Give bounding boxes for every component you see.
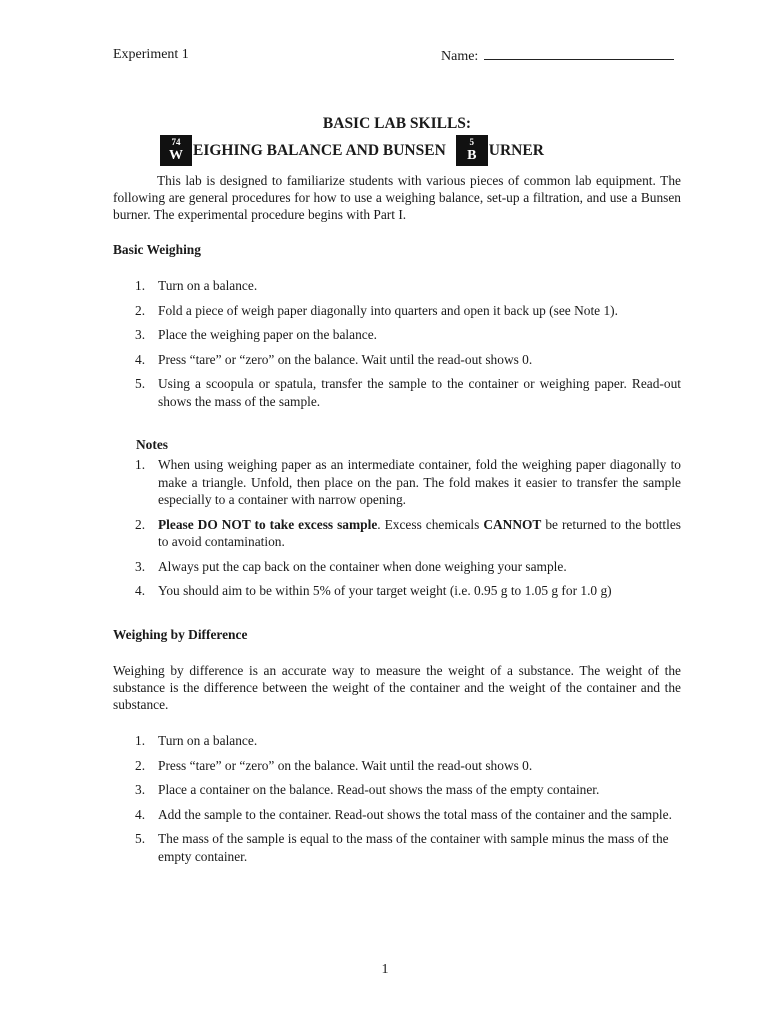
page-number: 1: [381, 962, 389, 977]
name-field: [441, 47, 674, 65]
list-item: 4. Press “tare” or “zero” on the balance. Wait until the read-out shows 0.: [135, 351, 533, 367]
experiment-label: Experiment 1: [113, 47, 189, 62]
title-line-2: [160, 135, 544, 166]
list-item: 1. When using weighing paper as an intermediate container, fold the weighing paper diagonally to make a triangle. Unfold, then place on the pan. The fold makes it easier to transfer the sample especially to a container with narrow opening.: [135, 457, 681, 507]
basic-weighing-heading: Basic Weighing: [113, 242, 201, 257]
name-label: Name:: [441, 49, 479, 64]
list-item: 4. You should aim to be within 5% of your target weight (i.e. 0.95 g to 1.05 g for 1.0 g): [135, 583, 612, 598]
tile-atomic-number: 5: [469, 137, 475, 147]
basic-weighing-steps: [113, 277, 681, 410]
weighing-by-difference-heading: Weighing by Difference: [113, 627, 248, 642]
list-item: 1. Turn on a balance.: [135, 278, 258, 293]
periodic-tile-w: [160, 135, 192, 166]
list-item: 2. Press “tare” or “zero” on the balance. Wait until the read-out shows 0.: [135, 757, 533, 773]
list-item: 1. Turn on a balance.: [135, 733, 258, 748]
tile-symbol: B: [467, 148, 477, 163]
difference-intro-paragraph: Weighing by difference is an accurate way to measure the weight of a substance. The weight of the substance is the difference between the weight of the container and the weight of the container and the substance.: [113, 663, 681, 712]
list-item: 3. Always put the cap back on the container when done weighing your sample.: [135, 558, 567, 574]
notes-heading: Notes: [136, 437, 168, 452]
list-item: 4. Add the sample to the container. Read-out shows the total mass of the container and the sample.: [135, 806, 672, 822]
list-item: 2. Fold a piece of weigh paper diagonally into quarters and open it back up (see Note 1).: [135, 302, 618, 318]
title-text-part1: EIGHING BALANCE AND BUNSEN: [193, 141, 446, 159]
list-item: 5. The mass of the sample is equal to the mass of the container with sample minus the mass of the empty container.: [135, 831, 669, 864]
list-item: 3. Place a container on the balance. Read-out shows the mass of the empty container.: [135, 782, 600, 797]
tile-atomic-number: 74: [171, 137, 181, 147]
list-item: 3. Place the weighing paper on the balance.: [135, 327, 377, 342]
name-blank-line: [484, 47, 674, 60]
tile-symbol: W: [169, 148, 183, 163]
intro-paragraph: This lab is designed to familiarize students with various pieces of common lab equipment. The following are general procedures for how to use a weighing balance, set-up a filtration, and use a Bunsen burner. The experimental procedure begins with Part I.: [113, 173, 681, 222]
list-item: 5. Using a scoopula or spatula, transfer the sample to the container or weighing paper. Read-out shows the mass of the sample.: [135, 376, 681, 409]
list-item: 2. Please DO NOT to take excess sample. Excess chemicals CANNOT be returned to the bottles to avoid contamination.: [135, 516, 681, 549]
title-line-1: BASIC LAB SKILLS:: [322, 115, 472, 132]
title-text-part2: URNER: [488, 141, 544, 159]
periodic-tile-b: [456, 135, 488, 166]
difference-steps: [113, 732, 681, 865]
notes-list: [113, 456, 681, 600]
